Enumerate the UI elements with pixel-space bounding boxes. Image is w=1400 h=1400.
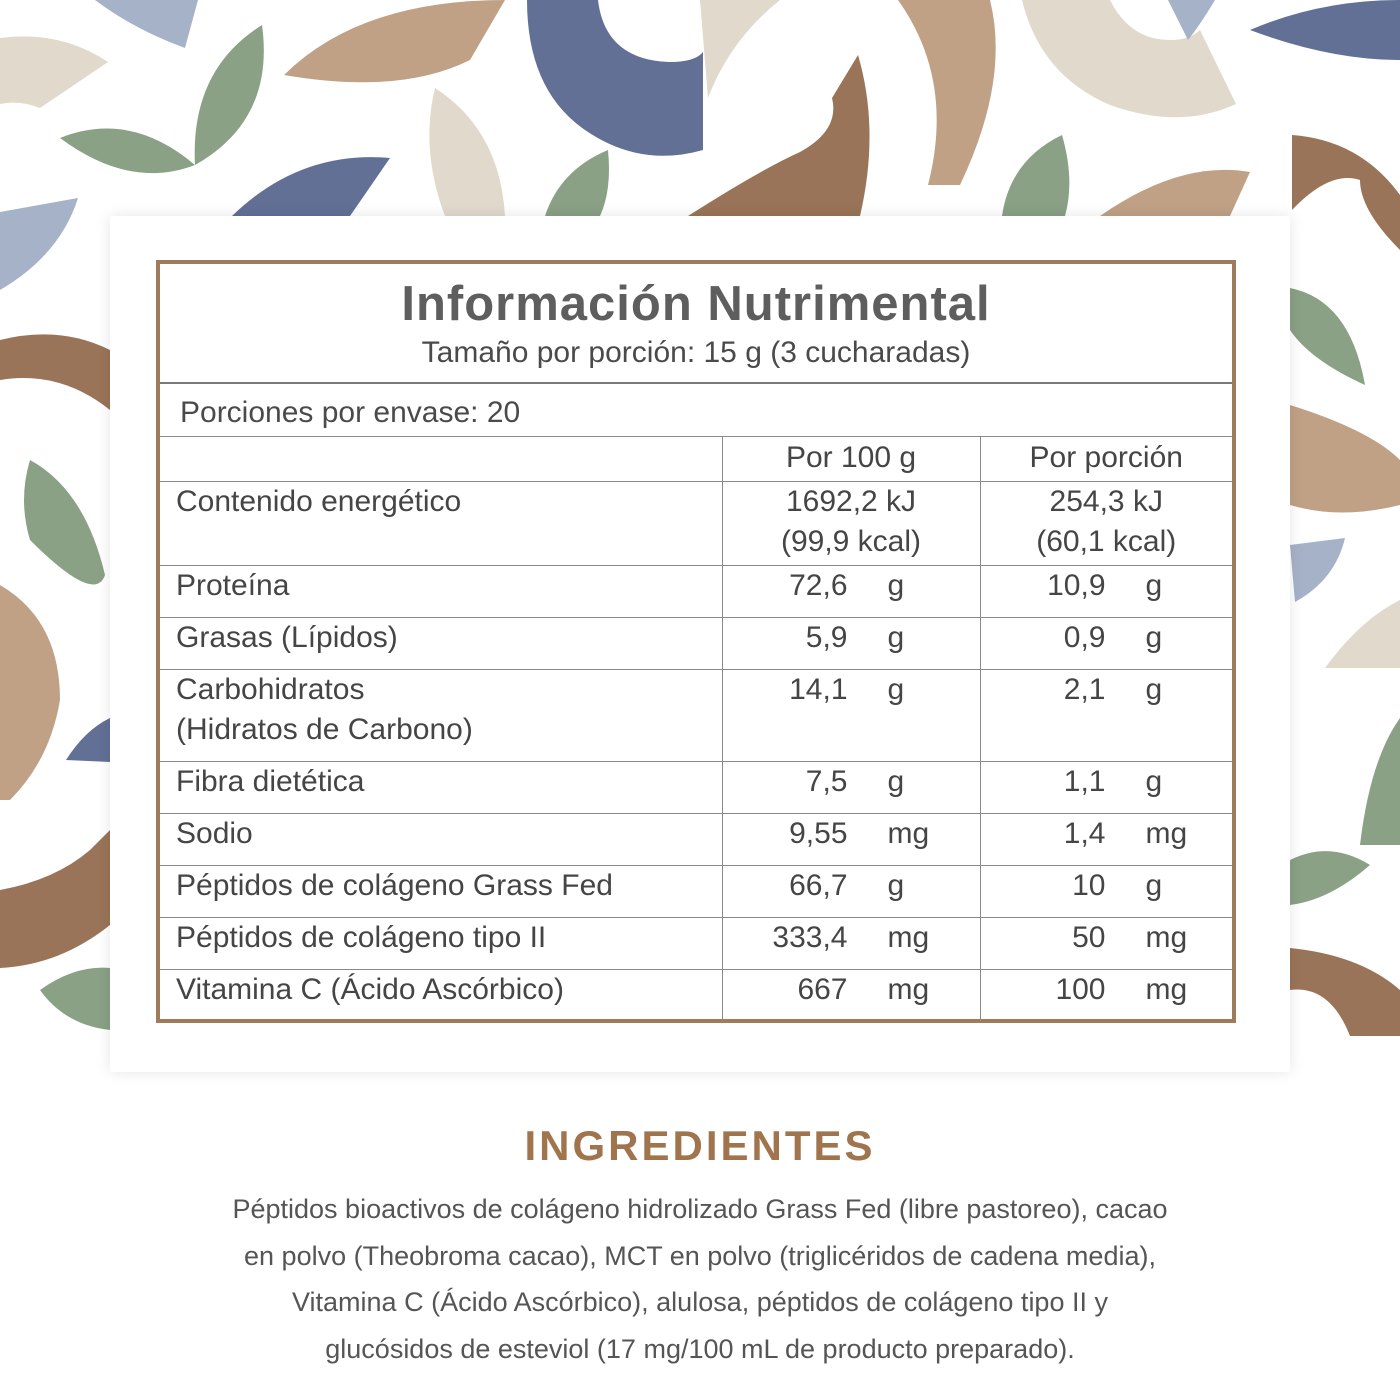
value: 66,7 <box>789 869 848 902</box>
navy-arc-shape <box>1250 0 1400 60</box>
green-leaf-shape <box>40 968 110 1030</box>
per100-cell <box>722 566 980 618</box>
per100-cell <box>722 970 980 1022</box>
perserving-cell <box>980 670 1232 762</box>
energy-per100 <box>722 482 980 566</box>
unit: g <box>1145 569 1163 602</box>
energy-kj: 254,3 kJ <box>1049 485 1163 518</box>
servings-per-container: Porciones por envase: 20 <box>180 396 521 429</box>
nutrient-name: Sodio <box>160 814 722 866</box>
tan-leaf-shape <box>1100 170 1250 216</box>
table-row <box>160 866 1232 918</box>
nutrient-name <box>160 670 722 762</box>
unit: g <box>887 673 905 706</box>
green-leaf-shape <box>1002 135 1069 216</box>
unit: g <box>1145 621 1163 654</box>
nutrient-name: Péptidos de colágeno Grass Fed <box>160 866 722 918</box>
nutrient-name-line: Carbohidratos <box>176 673 365 706</box>
value: 10,9 <box>1047 569 1106 602</box>
green-leaf-shape <box>60 129 195 174</box>
per100-cell <box>722 670 980 762</box>
table-row <box>160 918 1232 970</box>
energy-kcal: (60,1 kcal) <box>1036 525 1177 558</box>
value: 10 <box>1072 869 1106 902</box>
unit: mg <box>887 921 930 954</box>
brown-arc-shape <box>0 830 110 968</box>
cream-leaf-shape <box>700 0 780 98</box>
value: 72,6 <box>789 569 848 602</box>
header-perserving: Por porción <box>980 437 1232 482</box>
tan-arc-shape <box>0 585 60 800</box>
unit: g <box>1145 869 1163 902</box>
unit: mg <box>1145 921 1188 954</box>
nutrient-name: Fibra dietética <box>160 762 722 814</box>
value: 14,1 <box>789 673 848 706</box>
ingredients-line: Vitamina C (Ácido Ascórbico), alulosa, péptidos de colágeno tipo II y <box>292 1287 1108 1317</box>
per100-cell <box>722 814 980 866</box>
table-row <box>160 814 1232 866</box>
cream-arc-shape <box>0 36 108 108</box>
tan-arc-shape <box>1290 405 1400 513</box>
nutrient-name-line: (Hidratos de Carbono) <box>176 713 473 746</box>
unit: g <box>887 869 905 902</box>
perserving-cell <box>980 762 1232 814</box>
unit: g <box>887 621 905 654</box>
table-row-energy <box>160 482 1232 566</box>
unit: mg <box>887 973 930 1006</box>
energy-kj: 1692,2 kJ <box>785 485 917 518</box>
perserving-cell <box>980 866 1232 918</box>
per100-cell <box>722 866 980 918</box>
value: 5,9 <box>805 621 848 654</box>
unit: mg <box>1145 817 1188 850</box>
nutrient-name: Grasas (Lípidos) <box>160 618 722 670</box>
energy-kcal: (99,9 kcal) <box>780 525 922 558</box>
brown-arc-shape <box>1290 948 1400 1036</box>
value: 333,4 <box>772 921 848 954</box>
nutrient-name: Proteína <box>160 566 722 618</box>
ingredients-heading: INGREDIENTES <box>524 1122 876 1169</box>
brown-arc-shape <box>0 334 110 410</box>
unit: g <box>1145 765 1163 798</box>
nutrition-table <box>160 436 1232 1021</box>
value: 0,9 <box>1063 621 1106 654</box>
value: 100 <box>1055 973 1106 1006</box>
navy-leaf-shape <box>232 157 390 216</box>
perserving-cell <box>980 618 1232 670</box>
cream-leaf-shape <box>1325 600 1400 668</box>
nutrition-card <box>110 216 1290 1072</box>
per100-cell <box>722 918 980 970</box>
value: 2,1 <box>1063 673 1106 706</box>
unit: g <box>1145 673 1163 706</box>
per100-cell <box>722 762 980 814</box>
value: 9,55 <box>789 817 848 850</box>
serving-size: Tamaño por porción: 15 g (3 cucharadas) <box>421 336 971 369</box>
per100-cell <box>722 618 980 670</box>
green-leaf-shape <box>1290 851 1370 905</box>
nutrition-facts-frame <box>156 260 1236 1023</box>
header-blank-cell <box>160 437 722 482</box>
value: 1,1 <box>1063 765 1106 798</box>
navy-leaf-shape <box>95 0 198 48</box>
brown-ring-shape <box>1292 135 1400 250</box>
table-row <box>160 970 1232 1022</box>
perserving-cell <box>980 566 1232 618</box>
energy-perserving <box>980 482 1232 566</box>
navy-half-ring <box>527 0 703 156</box>
value: 667 <box>797 973 848 1006</box>
value: 1,4 <box>1063 817 1106 850</box>
table-row <box>160 762 1232 814</box>
table-row <box>160 670 1232 762</box>
green-leaf-shape <box>24 460 105 584</box>
green-leaf-shape <box>1290 288 1365 385</box>
perserving-cell <box>980 814 1232 866</box>
nutrient-name: Contenido energético <box>160 482 722 566</box>
unit: mg <box>1145 973 1188 1006</box>
nutrient-name: Péptidos de colágeno tipo II <box>160 918 722 970</box>
cream-leaf-shape <box>429 88 505 216</box>
lightblue-leaf-shape <box>1168 0 1215 40</box>
ingredients-line: en polvo (Theobroma cacao), MCT en polvo (triglicéridos de cadena media), <box>244 1240 1156 1271</box>
green-leaf-shape <box>545 150 609 216</box>
lightblue-leaf-shape <box>0 198 78 290</box>
table-row <box>160 618 1232 670</box>
unit: mg <box>887 817 930 850</box>
ingredients-line: Péptidos bioactivos de colágeno hidrolizado Grass Fed (libre pastoreo), cacao <box>232 1194 1168 1224</box>
unit: g <box>887 765 905 798</box>
perserving-cell <box>980 970 1232 1022</box>
ingredients-text <box>150 1186 1250 1372</box>
green-leaf-shape <box>1360 718 1400 845</box>
nutrition-header <box>160 264 1232 384</box>
page-title: Información Nutrimental <box>401 277 991 331</box>
perserving-cell <box>980 918 1232 970</box>
tan-arc-shape <box>898 0 996 185</box>
value: 50 <box>1072 921 1106 954</box>
lightblue-leaf-shape <box>1290 538 1345 602</box>
table-header-row <box>160 437 1232 482</box>
navy-leaf-shape <box>66 718 110 762</box>
header-per100: Por 100 g <box>722 437 980 482</box>
unit: g <box>887 569 905 602</box>
nutrient-name: Vitamina C (Ácido Ascórbico) <box>160 970 722 1022</box>
value: 7,5 <box>805 765 848 798</box>
table-row <box>160 566 1232 618</box>
ingredients-line: glucósidos de esteviol (17 mg/100 mL de producto preparado). <box>325 1333 1075 1364</box>
brown-leaf-shape <box>284 0 505 82</box>
green-leaf-shape <box>195 25 264 165</box>
